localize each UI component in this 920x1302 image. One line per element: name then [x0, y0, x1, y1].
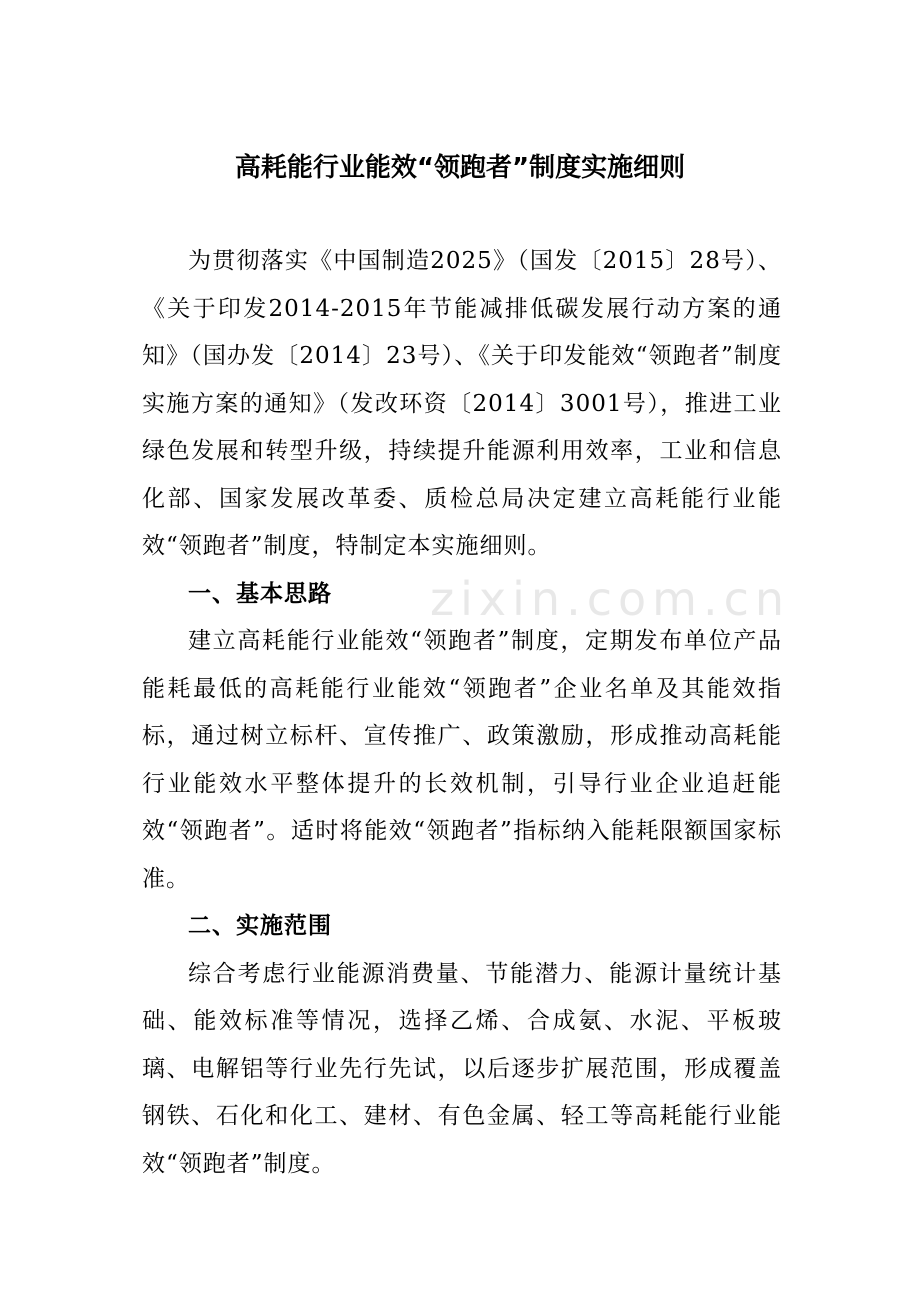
section-heading-scope: 二、实施范围: [188, 913, 332, 939]
section-heading-basic-approach: 一、基本思路: [188, 580, 332, 607]
watermark: zixin.com.cn: [430, 572, 791, 626]
section-paragraph-basic-approach: 建立高耗能行业能效“领跑者”制度，定期发布单位产品能耗最低的高耗能行业能效“领跑者”企业名单及其能效指标，通过树立标杆、宣传推广、政策激励，形成推动高耗能行业能效水平整体提升的长效机制，引导行业企业追赶能效“领跑者”。适时将能效“领跑者”指标纳入能耗限额国家标准。: [142, 628, 782, 892]
document-title: 高耗能行业能效“领跑者”制度实施细则: [234, 153, 686, 183]
intro-paragraph: 为贯彻落实《中国制造2025》（国发〔2015〕28号）、《关于印发2014-2015年节能减排低碳发展行动方案的通知》（国办发〔2014〕23号）、《关于印发能效“领跑者”制度实施方案的通知》（发改环资〔2014〕3001号），推进工业绿色发展和转型升级，持续提升能源利用效率，工业和信息化部、国家发展改革委、质检总局决定建立高耗能行业能效“领跑者”制度，特制定本实施细则。: [142, 248, 782, 559]
section-paragraph-scope: 综合考虑行业能源消费量、节能潜力、能源计量统计基础、能效标准等情况，选择乙烯、合成氨、水泥、平板玻璃、电解铝等行业先行先试，以后逐步扩展范围，形成覆盖钢铁、石化和化工、建材、有色金属、轻工等高耗能行业能效“领跑者”制度。: [142, 960, 782, 1177]
document-body: [142, 238, 782, 1188]
